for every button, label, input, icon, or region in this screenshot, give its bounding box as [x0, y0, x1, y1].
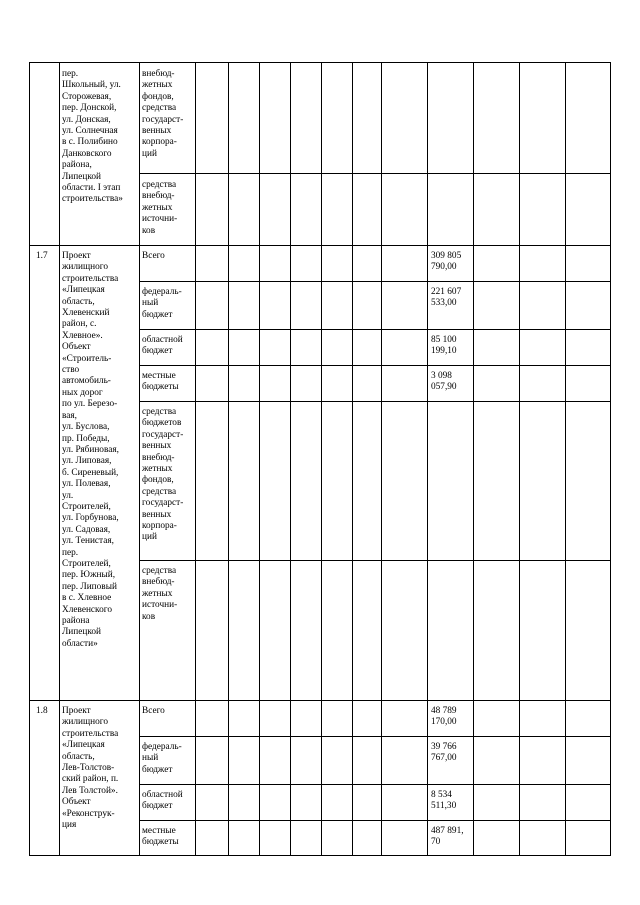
amount-value: 309 805 790,00	[431, 251, 462, 273]
funding-source-label: местные бюджеты	[142, 371, 179, 393]
row-number: 1.8	[36, 706, 48, 716]
project-description: Проект жилищного строительства «Липецкая область, Хлевенский район, с. Хлевное». Объект «Строитель- ство автомобиль- ных дорог по ул. Березо- вая, ул. Буслова, пр. Победы, ул. Рябиновая, ул. Липовая, б. Сиреневый, ул. Полевая, ул. Строителей, ул. Горбунова, ул. Садовая, ул. Тенистая, пер. Строителей, пер. Южный, пер. Липовый в с. Хлевное Хлевенского района Липецкой области»	[62, 251, 119, 649]
funding-source-label: средства внебюд- жетных источни- ков	[142, 566, 178, 622]
funding-source-label: областной бюджет	[142, 335, 183, 357]
grid-line	[139, 560, 611, 561]
funding-source-label: Всего	[142, 251, 165, 261]
amount-value: 487 891, 70	[431, 826, 464, 848]
funding-source-label: областной бюджет	[142, 790, 183, 812]
funding-source-label: внебюд- жетных фондов, средства государст- венных корпора- ций	[142, 69, 184, 159]
grid-line	[139, 329, 611, 330]
funding-source-label: федераль- ный бюджет	[142, 742, 182, 775]
amount-value: 8 534 511,30	[431, 790, 457, 812]
grid-line	[29, 700, 611, 701]
funding-source-label: федераль- ный бюджет	[142, 287, 182, 320]
grid-line	[139, 784, 611, 785]
project-description: пер. Школьный, ул. Сторожевая, пер. Донской, ул. Донская, ул. Солнечная в с. Полибино Данковского района, Липецкой области. I этап строительства»	[62, 69, 123, 205]
row-number: 1.7	[36, 251, 48, 261]
amount-value: 221 607 533,00	[431, 287, 462, 309]
grid-line	[139, 365, 611, 366]
grid-line	[29, 62, 611, 63]
grid-line	[139, 281, 611, 282]
grid-line	[29, 855, 611, 856]
amount-value: 48 789 170,00	[431, 706, 457, 728]
grid-line	[139, 820, 611, 821]
amount-value: 39 766 767,00	[431, 742, 457, 764]
grid-line	[29, 245, 611, 246]
funding-source-label: средства внебюд- жетных источни- ков	[142, 180, 178, 236]
grid-line	[59, 62, 60, 856]
funding-source-label: местные бюджеты	[142, 826, 179, 848]
funding-source-label: средства бюджетов государст- венных внебюд- жетных фондов, средства государст- венных корпора- ций	[142, 407, 184, 543]
amount-value: 3 098 057,90	[431, 371, 457, 393]
amount-value: 85 100 199,10	[431, 335, 457, 357]
grid-line	[139, 401, 611, 402]
grid-line	[29, 62, 30, 856]
grid-line	[139, 736, 611, 737]
grid-line	[139, 173, 611, 174]
project-description: Проект жилищного строительства «Липецкая область, Лев-Толстов- ский район, п. Лев Толстой». Объект «Реконструк- ция	[62, 706, 119, 831]
funding-source-label: Всего	[142, 706, 165, 716]
